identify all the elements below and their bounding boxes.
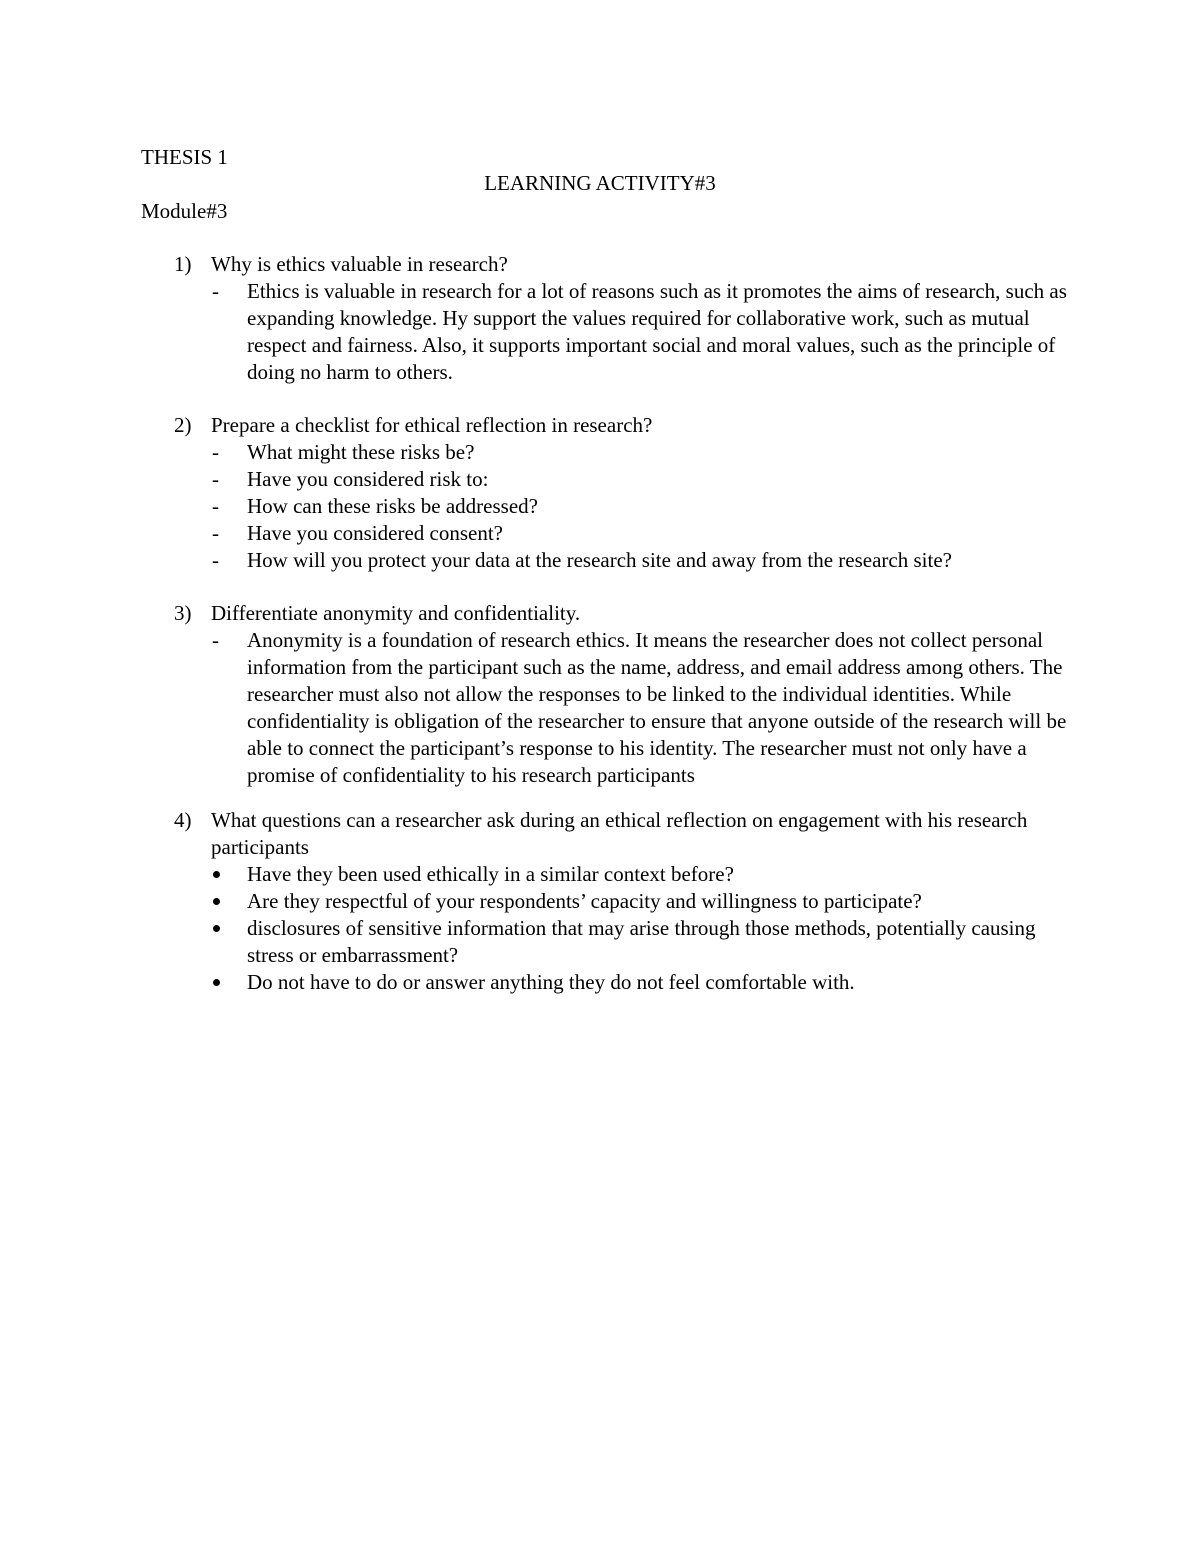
question-text	[141, 251, 1071, 278]
list-item	[141, 493, 1071, 520]
question-label: Prepare a checklist for ethical reflection in research?	[211, 413, 653, 437]
bullet-icon	[213, 925, 220, 932]
dash-marker: -	[212, 521, 219, 545]
list-item	[141, 466, 1071, 493]
question-1	[141, 251, 1071, 386]
question-label: Why is ethics valuable in research?	[211, 252, 508, 276]
list-item	[141, 520, 1071, 547]
list-item	[141, 915, 1071, 969]
answer-list	[141, 439, 1071, 574]
list-item-text: Have you considered consent?	[247, 521, 503, 545]
dash-marker: -	[212, 440, 219, 464]
question-text	[141, 807, 1071, 861]
dash-marker: -	[212, 494, 219, 518]
bullet-icon	[213, 898, 220, 905]
module-label: Module#3	[141, 199, 228, 223]
answer-list	[141, 861, 1071, 996]
list-item	[141, 439, 1071, 466]
list-item	[141, 888, 1071, 915]
question-label: Differentiate anonymity and confidentiality.	[211, 601, 581, 625]
list-item-text: Are they respectful of your respondents’ capacity and willingness to participate?	[247, 889, 922, 913]
list-item-text: Anonymity is a foundation of research ethics. It means the researcher does not collect personal information from the participant such as the name, address, and email address among others. The researcher must also not allow the responses to be linked to the individual identities. While confidentiality is obligation of the researcher to ensure that anyone outside of the research will be able to connect the participant’s response to his identity. The researcher must not only have a promise of confidentiality to his research participants	[247, 628, 1067, 787]
list-item	[141, 547, 1071, 574]
question-text	[141, 412, 1071, 439]
question-number: 3)	[174, 601, 192, 625]
question-2	[141, 412, 1071, 574]
question-4	[141, 807, 1071, 996]
bullet-icon	[213, 979, 220, 986]
dash-marker: -	[212, 628, 219, 652]
dash-marker: -	[212, 467, 219, 491]
dash-marker: -	[212, 548, 219, 572]
question-3	[141, 600, 1071, 789]
question-list	[141, 251, 1071, 1022]
list-item-text: What might these risks be?	[247, 440, 475, 464]
list-item-text: How can these risks be addressed?	[247, 494, 538, 518]
question-text	[141, 600, 1071, 627]
bullet-icon	[213, 871, 220, 878]
dash-marker: -	[212, 279, 219, 303]
list-item	[141, 969, 1071, 996]
list-item	[141, 278, 1071, 386]
course-title: THESIS 1	[141, 145, 228, 169]
list-item-text: Do not have to do or answer anything they do not feel comfortable with.	[247, 970, 855, 994]
question-number: 2)	[174, 413, 192, 437]
list-item-text: disclosures of sensitive information that may arise through those methods, potentially causing stress or embarrassment?	[247, 916, 1036, 967]
answer-list	[141, 627, 1071, 789]
list-item-text: Have they been used ethically in a similar context before?	[247, 862, 734, 886]
question-number: 1)	[174, 252, 192, 276]
question-label: What questions can a researcher ask during an ethical reflection on engagement with his research participants	[211, 808, 1028, 859]
list-item	[141, 627, 1071, 789]
activity-title: LEARNING ACTIVITY#3	[484, 171, 716, 195]
list-item-text: Have you considered risk to:	[247, 467, 489, 491]
list-item-text: Ethics is valuable in research for a lot of reasons such as it promotes the aims of research, such as expanding knowledge. Hy support the values required for collaborative work, such as mutual respect and fairness. Also, it supports important social and moral values, such as the principle of doing no harm to others.	[247, 279, 1067, 384]
question-number: 4)	[174, 808, 192, 832]
answer-list	[141, 278, 1071, 386]
list-item	[141, 861, 1071, 888]
list-item-text: How will you protect your data at the research site and away from the research site?	[247, 548, 952, 572]
